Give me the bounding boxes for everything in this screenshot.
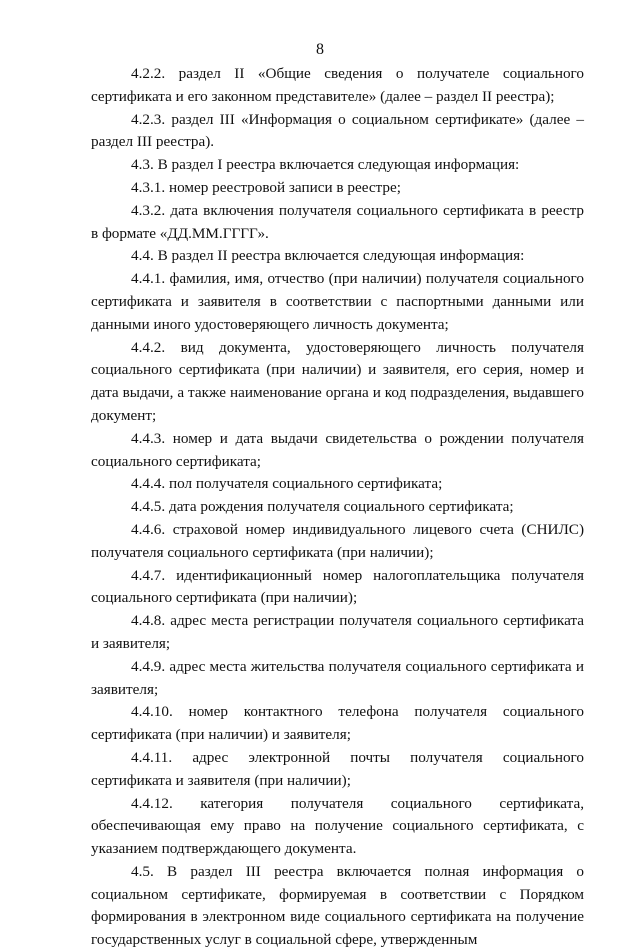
paragraph-4-4-8: 4.4.8. адрес места регистрации получателя социального сертификата и заявителя; (91, 612, 584, 652)
paragraph-4-4-12: 4.4.12. категория получателя социального сертификата, обеспечивающая ему право на получение социального сертификата, с указанием подтверждающего документа. (91, 794, 584, 858)
paragraph-4-2-3: 4.2.3. раздел III «Информация о социальном сертификате» (далее – раздел III реестра). (91, 110, 584, 151)
paragraph-4-4: 4.4. В раздел II реестра включается следующая информация: (131, 247, 525, 265)
paragraph-4-3-2: 4.3.2. дата включения получателя социального сертификата в реестр в формате «ДД.ММ.ГГГГ». (91, 201, 584, 242)
document-body (91, 63, 584, 952)
paragraph-4-4-6: 4.4.6. страховой номер индивидуального лицевого счета (СНИЛС) получателя социального сертификата (при наличии); (91, 520, 584, 561)
paragraph-4-4-5: 4.4.5. дата рождения получателя социального сертификата; (131, 498, 514, 516)
paragraph-4-5: 4.5. В раздел III реестра включается полная информация о социальном сертификате, формируемая в соответствии с Порядком формирования в электронном виде социального сертификата на получение государственных услуг в социальной сфере, утвержденным (91, 862, 584, 949)
paragraph-4-4-4: 4.4.4. пол получателя социального сертификата; (131, 475, 443, 493)
paragraph-4-4-1: 4.4.1. фамилия, имя, отчество (при наличии) получателя социального сертификата и заявителя в соответствии с паспортными данными или данными иного удостоверяющего личность документа; (91, 270, 584, 333)
paragraph-4-3: 4.3. В раздел I реестра включается следующая информация: (131, 156, 520, 174)
paragraph-4-4-10: 4.4.10. номер контактного телефона получателя социального сертификата (при наличии) и заявителя; (91, 703, 584, 744)
paragraph-4-4-2: 4.4.2. вид документа, удостоверяющего личность получателя социального сертификата (при наличии) и заявителя, его серия, номер и дата выдачи, а также наименование органа и код подразделения, выдавшего документ; (91, 338, 584, 424)
paragraph-4-4-9: 4.4.9. адрес места жительства получателя социального сертификата и заявителя; (91, 657, 584, 698)
paragraph-4-2-2: 4.2.2. раздел II «Общие сведения о получателе социального сертификата и его законном представителе» (далее – раздел II реестра); (91, 65, 584, 105)
paragraph-4-4-3: 4.4.3. номер и дата выдачи свидетельства о рождении получателя социального сертификата; (91, 429, 584, 470)
paragraph-4-4-7: 4.4.7. идентификационный номер налогоплательщика получателя социального сертификата (при наличии); (91, 566, 584, 607)
paragraph-4-4-11: 4.4.11. адрес электронной почты получателя социального сертификата и заявителя (при наличии); (91, 748, 584, 789)
page-number: 8 (316, 41, 324, 58)
paragraph-4-3-1: 4.3.1. номер реестровой записи в реестре; (131, 178, 401, 196)
